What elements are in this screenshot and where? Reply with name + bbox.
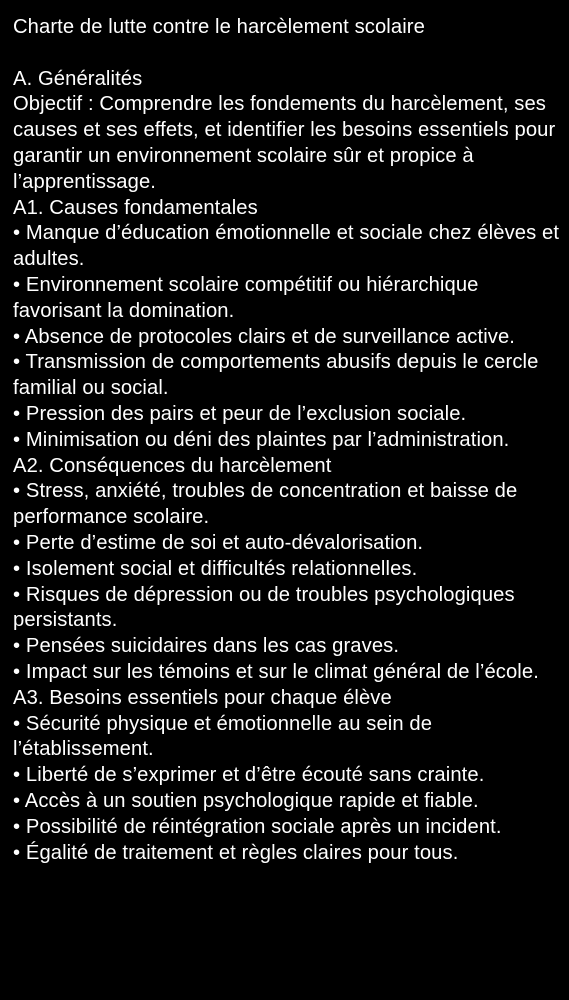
list-item: • Stress, anxiété, troubles de concentration et baisse de performance scolaire.	[13, 480, 518, 529]
list-item: • Égalité de traitement et règles claires pour tous.	[13, 841, 459, 864]
document	[13, 15, 561, 866]
document-title: Charte de lutte contre le harcèlement scolaire	[13, 16, 425, 38]
subsection-heading-causes: A1. Causes fondamentales	[13, 196, 258, 219]
subsection-heading-needs: A3. Besoins essentiels pour chaque élève	[13, 686, 392, 709]
list-item: • Environnement scolaire compétitif ou hiérarchique favorisant la domination.	[13, 273, 479, 322]
list-item: • Sécurité physique et émotionnelle au sein de l’établissement.	[13, 712, 433, 761]
list-item: • Pression des pairs et peur de l’exclusion sociale.	[13, 402, 467, 425]
subsection-heading-consequences: A2. Conséquences du harcèlement	[13, 454, 332, 477]
list-item: • Accès à un soutien psychologique rapide et fiable.	[13, 789, 479, 812]
consequences-list	[13, 479, 561, 685]
needs-list	[13, 712, 561, 867]
list-item: • Isolement social et difficultés relationnelles.	[13, 557, 418, 580]
objective-paragraph: Objectif : Comprendre les fondements du harcèlement, ses causes et ses effets, et identifier les besoins essentiels pour garantir un environnement scolaire sûr et propice à l’apprentissage.	[13, 93, 556, 193]
list-item: • Manque d’éducation émotionnelle et sociale chez élèves et adultes.	[13, 222, 560, 271]
list-item: • Perte d’estime de soi et auto-dévalorisation.	[13, 531, 424, 554]
causes-list	[13, 221, 561, 453]
list-item: • Transmission de comportements abusifs depuis le cercle familial ou social.	[13, 351, 539, 400]
list-item: • Minimisation ou déni des plaintes par l’administration.	[13, 428, 510, 451]
list-item: • Impact sur les témoins et sur le climat général de l’école.	[13, 660, 539, 683]
list-item: • Liberté de s’exprimer et d’être écouté sans crainte.	[13, 764, 485, 787]
list-item: • Risques de dépression ou de troubles psychologiques persistants.	[13, 583, 515, 632]
section-heading: A. Généralités	[13, 67, 143, 90]
list-item: • Absence de protocoles clairs et de surveillance active.	[13, 325, 516, 348]
list-item: • Possibilité de réintégration sociale après un incident.	[13, 815, 502, 838]
list-item: • Pensées suicidaires dans les cas graves.	[13, 635, 400, 658]
